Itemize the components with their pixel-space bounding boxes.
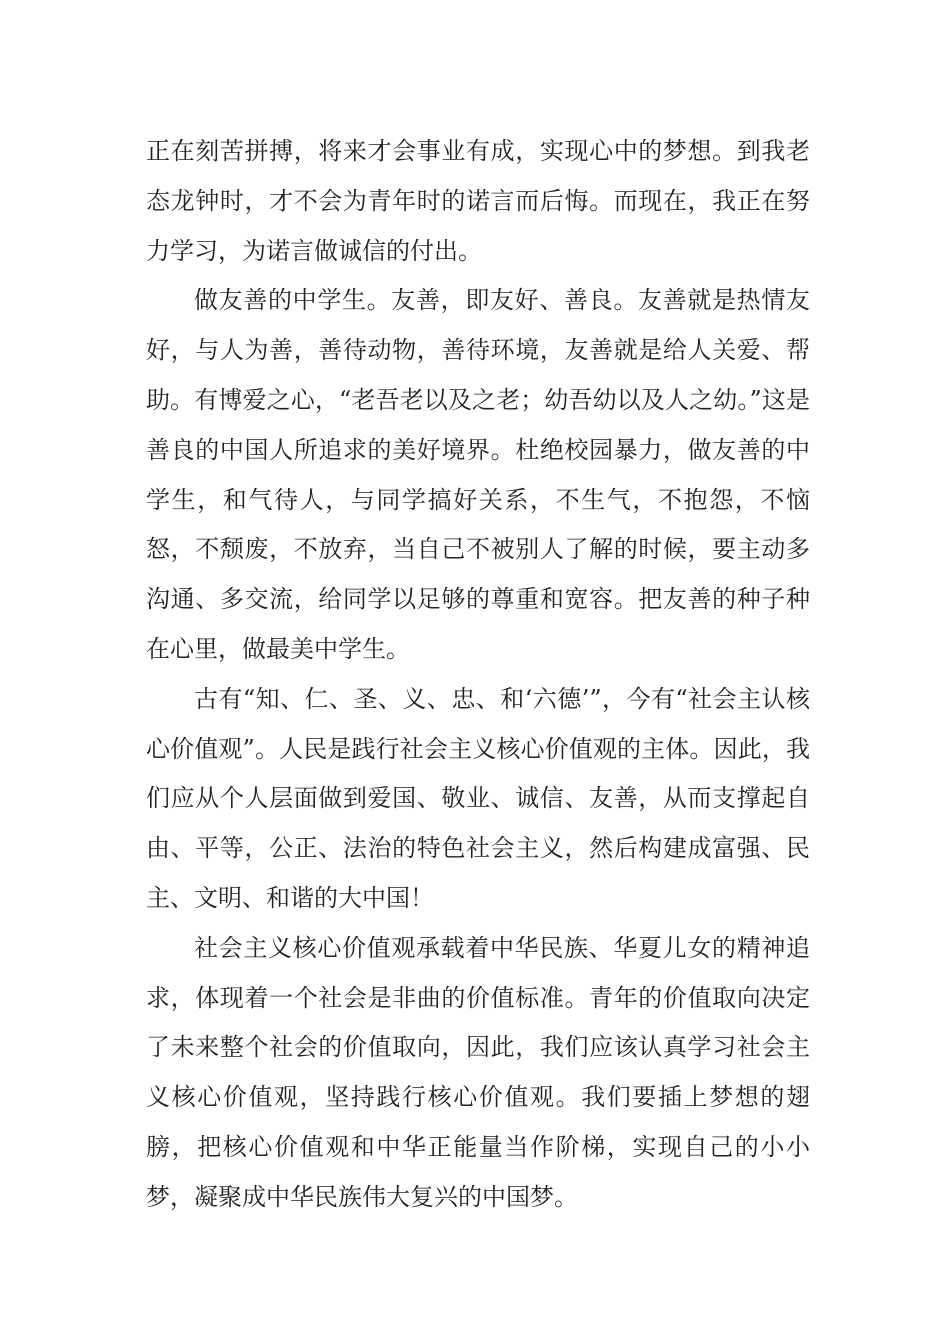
paragraph-six-virtues: 古有“知、仁、圣、义、忠、和‘六德’”，今有“社会主认核心价值观”。人民是践行社会主义核心价值观的主体。因此，我们应从个人层面做到爱国、敬业、诚信、友善，从而支撑起自由、平等，公正、法治的特色社会主义，然后构建成富强、民主、文明、和谐的大中国！	[146, 684, 810, 912]
paragraph-continued: 正在刻苦拼搏，将来才会事业有成，实现心中的梦想。到我老态龙钟时，才不会为青年时的诺言而后悔。而现在，我正在努力学习，为诺言做诚信的付出。	[146, 137, 810, 265]
document-body	[146, 127, 810, 1223]
paragraph-core-values: 社会主义核心价值观承载着中华民族、华夏儿女的精神追求，体现着一个社会是非曲的价值标准。青年的价值取向决定了未来整个社会的价值取向，因此，我们应该认真学习社会主义核心价值观，坚持践行核心价值观。我们要插上梦想的翅膀，把核心价值观和中华正能量当作阶梯，实现自己的小小梦，凝聚成中华民族伟大复兴的中国梦。	[146, 933, 810, 1211]
paragraph-friendly-student: 做友善的中学生。友善，即友好、善良。友善就是热情友好，与人为善，善待动物，善待环境，友善就是给人关爱、帮助。有博爱之心，“老吾老以及之老；幼吾幼以及人之幼。”这是善良的中国人所追求的美好境界。杜绝校园暴力，做友善的中学生，和气待人，与同学搞好关系，不生气，不抱怨，不恼怒，不颓废，不放弃，当自己不被别人了解的时候，要主动多沟通、多交流，给同学以足够的尊重和宽容。把友善的种子种在心里，做最美中学生。	[146, 286, 810, 663]
